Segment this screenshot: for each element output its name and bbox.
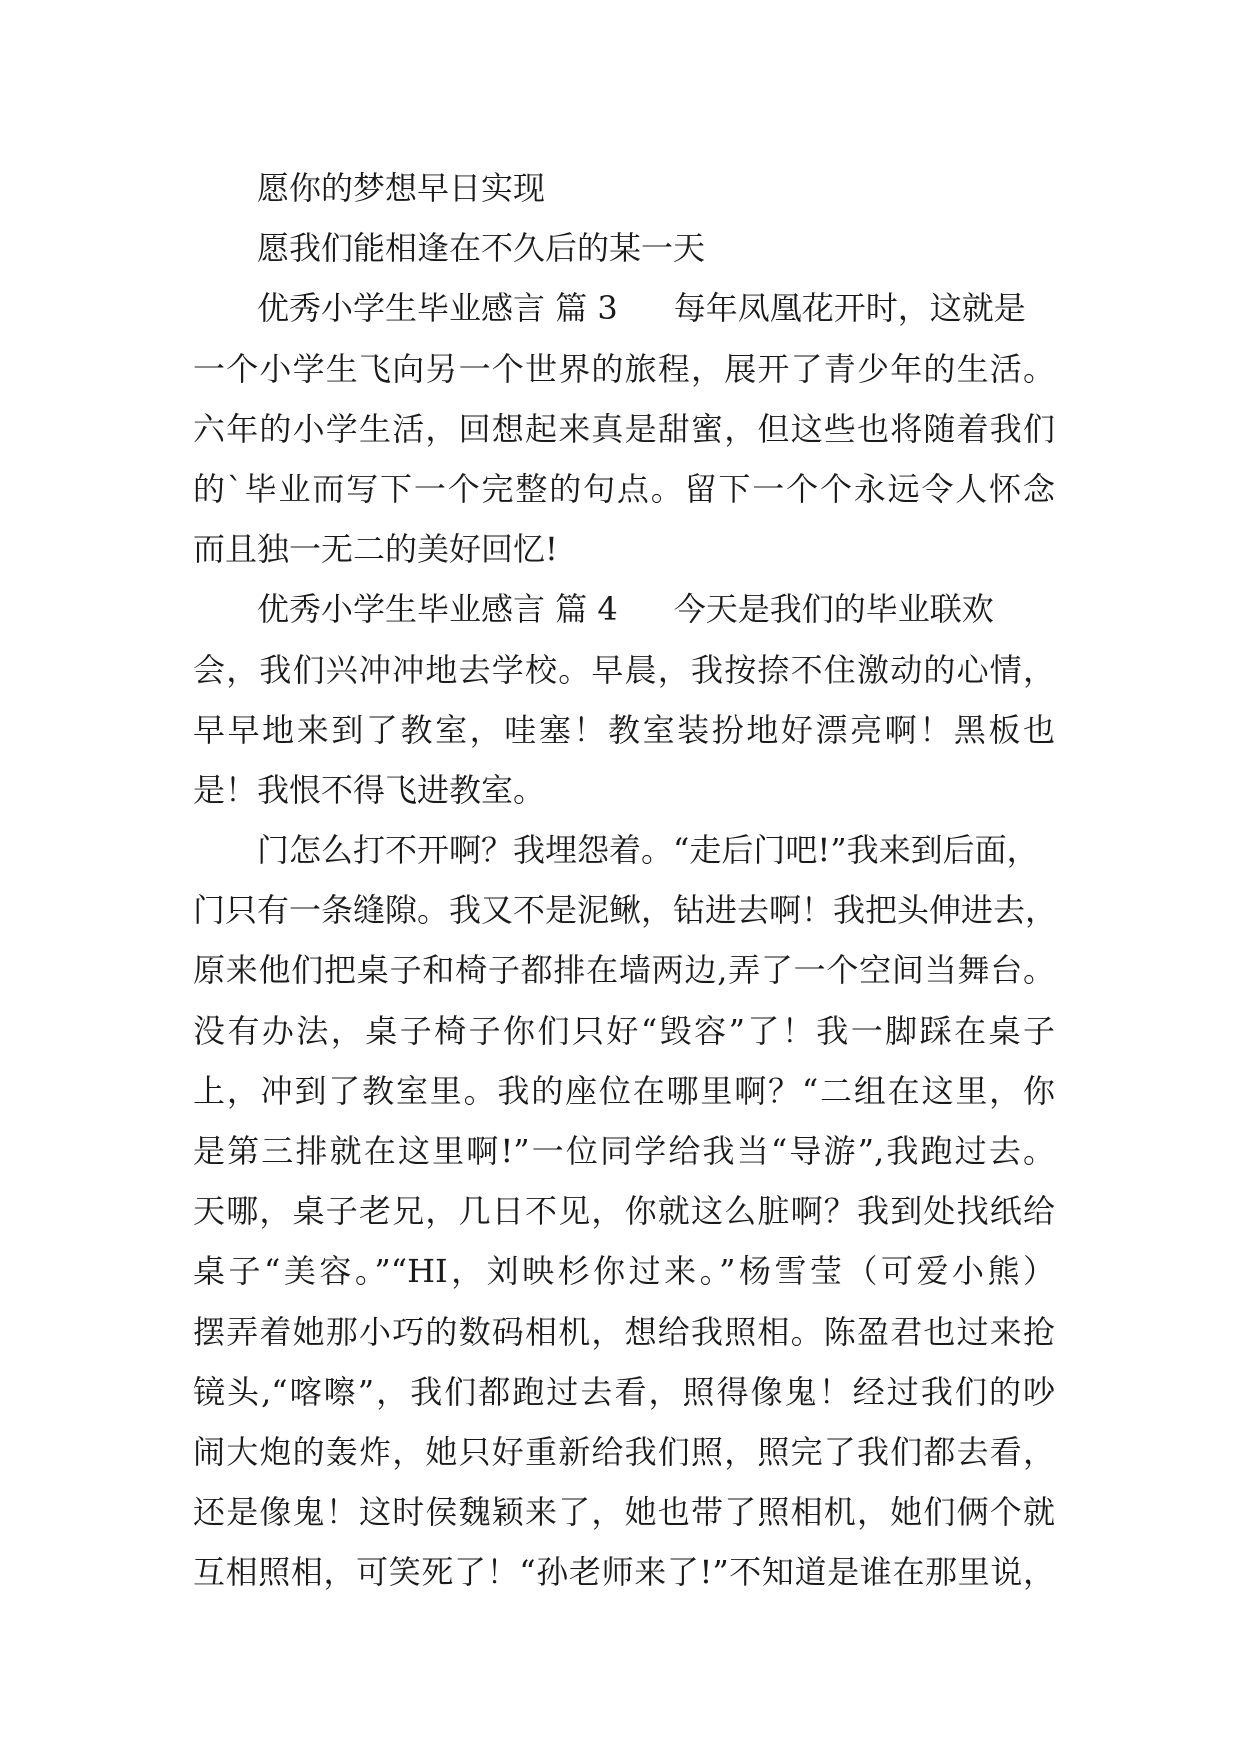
section-number: 篇 3 bbox=[555, 289, 618, 328]
text-line: 摆弄着她那小巧的数码相机，想给我照相。陈盈君也过来抢 bbox=[193, 1312, 1055, 1351]
text-line: 上，冲到了教室里。我的座位在哪里啊？“二组在这里，你 bbox=[193, 1071, 1055, 1110]
text-line: 没有办法，桌子椅子你们只好“毁容”了！我一脚踩在桌子 bbox=[193, 1011, 1055, 1050]
text-line: 门只有一条缝隙。我又不是泥鳅，钻进去啊！我把头伸进去， bbox=[193, 891, 1058, 930]
text-line: 一个小学生飞向另一个世界的旅程，展开了青少年的生活。 bbox=[193, 349, 1055, 388]
text-line: 愿我们能相逢在不久后的某一天 bbox=[257, 229, 706, 268]
section-text-start: 每年凤凰花开时，这就是 bbox=[673, 289, 1026, 328]
section-title: 优秀小学生毕业感言 bbox=[257, 590, 546, 629]
text-line: 愿你的梦想早日实现 bbox=[257, 169, 546, 207]
text-line: 早早地来到了教室，哇塞！教室装扮地好漂亮啊！黑板也 bbox=[193, 710, 1055, 749]
text-line: 而且独一无二的美好回忆! bbox=[193, 530, 558, 569]
text-line: 互相照相，可笑死了！“孙老师来了!”不知道是谁在那里说， bbox=[193, 1553, 1055, 1592]
text-line: 门怎么打不开啊？我埋怨着。“走后门吧!”我来到后面， bbox=[257, 831, 1039, 870]
text-line: 六年的小学生活，回想起来真是甜蜜，但这些也将随着我们 bbox=[193, 409, 1055, 448]
section-4-heading-line bbox=[193, 579, 1055, 639]
text-line: 桌子“美容。”“HI，刘映杉你过来。”杨雪莹（可爱小熊） bbox=[193, 1252, 1055, 1291]
section-title: 优秀小学生毕业感言 bbox=[257, 289, 546, 328]
text-line: 还是像鬼！这时侯魏颖来了，她也带了照相机，她们俩个就 bbox=[193, 1493, 1055, 1532]
text-line: 原来他们把桌子和椅子都排在墙两边,弄了一个空间当舞台。 bbox=[193, 951, 1055, 990]
text-line: 镜头,“喀嚓”，我们都跑过去看，照得像鬼！经过我们的吵 bbox=[193, 1372, 1055, 1411]
text-line: 是第三排就在这里啊!”一位同学给我当“导游”,我跑过去。 bbox=[193, 1132, 1055, 1170]
text-line: 会，我们兴冲冲地去学校。早晨，我按捺不住激动的心情， bbox=[193, 650, 1055, 689]
text-line: 是！我恨不得飞进教室。 bbox=[193, 770, 546, 809]
section-3-heading-line bbox=[193, 278, 1055, 338]
document-body bbox=[193, 158, 1058, 1603]
text-line: 天哪，桌子老兄，几日不见，你就这么脏啊？我到处找纸给 bbox=[193, 1192, 1055, 1231]
section-number: 篇 4 bbox=[555, 590, 618, 629]
text-line: 的`毕业而写下一个完整的句点。留下一个个永远令人怀念 bbox=[193, 469, 1055, 508]
text-line: 闹大炮的轰炸，她只好重新给我们照，照完了我们都去看， bbox=[193, 1432, 1055, 1471]
section-text-start: 今天是我们的毕业联欢 bbox=[673, 590, 994, 629]
